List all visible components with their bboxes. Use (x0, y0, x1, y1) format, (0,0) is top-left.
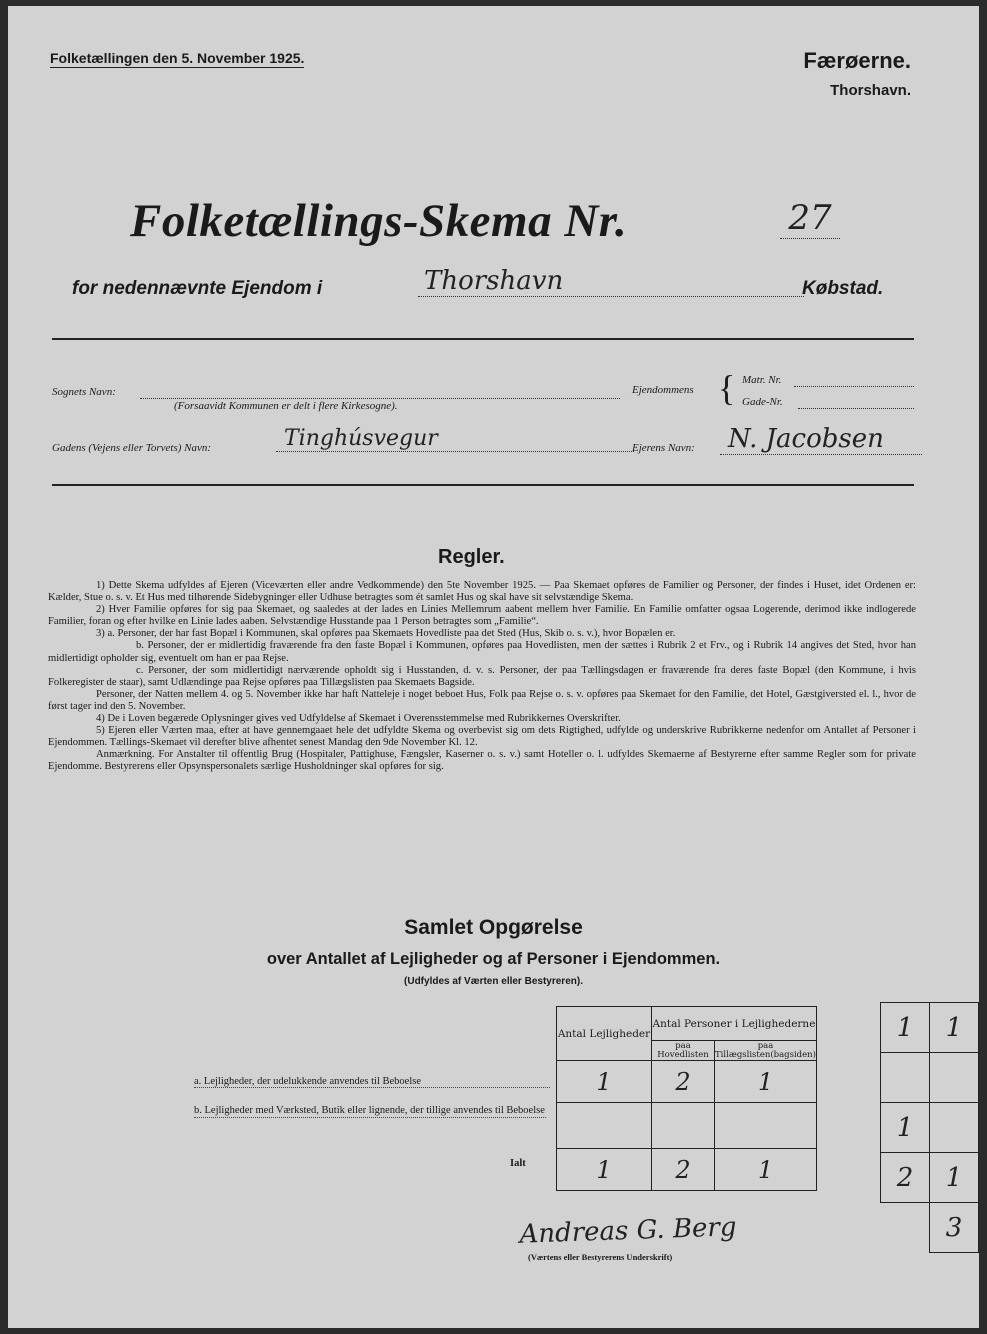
side-cell: 1 (930, 1003, 979, 1053)
summary-row-a (557, 1061, 817, 1103)
side-cell (881, 1203, 930, 1253)
row-a-hovedlisten: 2 (652, 1061, 715, 1103)
property-place-handwritten: Thorshavn (418, 266, 804, 297)
rule-3c: c. Personer, der som midlertidigt nærværende opholdt sig i Husstanden, d. v. s. Personer, der paa Tællingsdagen er fraværende fra deres faste Bopæl (den Kommune, i hvis Folkeregister de staar), samt Udlændinge paa Rejse opføres paa Tillægslisten paa Skemaets Bagside. (48, 664, 916, 688)
summary-note: (Udfyldes af Værten eller Bestyreren). (404, 976, 583, 987)
census-form-page (8, 6, 979, 1328)
summary-title: Samlet Opgørelse (404, 916, 583, 939)
side-cell (930, 1053, 979, 1103)
ejendom-brace: { (718, 368, 736, 408)
ejer-handwritten: N. Jacobsen (720, 424, 922, 455)
row-b-tillaegslisten (715, 1103, 817, 1149)
property-suffix: Købstad. (802, 278, 884, 299)
row-a-tillaegslisten: 1 (715, 1061, 817, 1103)
total-lejligheder: 1 (557, 1149, 652, 1191)
summary-table (556, 1006, 817, 1191)
total-hovedlisten: 2 (652, 1149, 715, 1191)
side-tally-grid (880, 1002, 979, 1253)
city-name: Thorshavn. (830, 82, 911, 99)
rule-1: 1) Dette Skema udfyldes af Ejeren (Viceværten eller andre Vedkommende) den 5te November 1925. — Paa Skemaet opføres de Familier og Personer, der findes i Huset, idet Ordenen er: Kælder, Stue o. s. v. Et Hus med tilhørende Sidebygninger eller Udhuse betragtes som ét samlet Hus og skal have sit selvstændige Skema. (48, 580, 916, 604)
rule-3a: 3) a. Personer, der har fast Bopæl i Kommunen, skal opføres paa Skemaets Hovedliste paa det Sted (Hus, Skib o. s. v.), hvor Bopælen er. (96, 628, 676, 640)
side-cell: 1 (930, 1153, 979, 1203)
ejer-label: Ejerens Navn: (632, 442, 695, 454)
divider-mid (52, 484, 914, 486)
matr-label: Matr. Nr. (742, 374, 782, 386)
rule-anmaerkning: Anmærkning. For Anstalter til offentlig Brug (Hospitaler, Pattighuse, Fængsler, Kaserner o. s. v.) samt Hoteller o. l. udfyldes Skemaerne af Bestyrerne efter samme Regler som for private Ejendomme. Bestyrerens eller Opsynspersonalets særlige Husholdninger skal opføres for sig. (48, 749, 916, 773)
gade-nr-label: Gade-Nr. (742, 396, 783, 408)
rule-5: 5) Ejeren eller Værten maa, efter at have gennemgaaet hele det udfyldte Skema og overbevist sig om dets Rigtighed, udfylde og underskrive Rubrikkerne nedenfor om Antallet af Personer i Ejendommen. Tællings-Skemaet vil derefter blive afhentet senest Mandag den 9de November Kl. 12. (48, 725, 916, 749)
sogn-note: (Forsaavidt Kommunen er delt i flere Kirkesogne). (174, 400, 398, 412)
gade-navn-handwritten: Tinghúsvegur (276, 426, 634, 452)
row-b-hovedlisten (652, 1103, 715, 1149)
summary-subtitle: over Antallet af Lejligheder og af Personer i Ejendommen. (266, 950, 721, 968)
row-a-lejligheder: 1 (557, 1061, 652, 1103)
row-b-lejligheder (557, 1103, 652, 1149)
gade-nr-line (798, 408, 914, 409)
rule-2: 2) Hver Familie opføres for sig paa Skemaet, og saaledes at der lades en Linies Mellemrum aabent mellem hver Familie. En Familie omfatter ogsaa Logerende, derimod ikke indlogerede Familier, foran og efter hvilke en Linie lades aaben. Selvstændige Husstande paa 1 Person betragtes som „Familie“. (48, 604, 916, 628)
summary-row-b (557, 1103, 817, 1149)
total-tillaegslisten: 1 (715, 1149, 817, 1191)
sogn-line (140, 398, 620, 399)
rule-3b: b. Personer, der er midlertidig fraværende fra den faste Bopæl i Kommunen, opføres paa Hovedlisten, men der sættes i Rubrik 2 et Frv., og i Rubrik 14 angives det Sted, hvor han midlertidigt opholder sig, eventuelt om han er paa Rejse. (48, 640, 916, 664)
row-a-label: a. Lejligheder, der udelukkende anvendes til Beboelse (194, 1076, 550, 1088)
row-b-label: b. Lejligheder med Værksted, Butik eller lignende, der tillige anvendes til Beboelse (194, 1105, 545, 1116)
rules-heading: Regler. (438, 546, 505, 568)
sogn-label: Sognets Navn: (52, 386, 116, 398)
side-cell: 1 (881, 1003, 930, 1053)
side-cell: 1 (881, 1103, 930, 1153)
side-cell (930, 1103, 979, 1153)
rule-4: 4) De i Loven begærede Oplysninger gives ved Udfyldelse af Skemaet i Overensstemmelse med Rubrikkernes Overskrifter. (96, 713, 621, 725)
side-cell (881, 1053, 930, 1103)
col-antal-lejligheder: Antal Lejligheder (557, 1007, 652, 1061)
signature-handwritten: Andreas G. Berg (519, 1212, 737, 1250)
matr-line (794, 386, 914, 387)
form-title: Folketællings-Skema Nr. (130, 195, 628, 247)
summary-row-total (557, 1149, 817, 1191)
census-date-line: Folketællingen den 5. November 1925. (50, 50, 305, 66)
side-cell: 2 (881, 1153, 930, 1203)
side-cell: 3 (930, 1203, 979, 1253)
region-name: Færøerne. (803, 48, 911, 73)
property-prefix: for nedennævnte Ejendom i (72, 278, 323, 299)
rules-body (48, 580, 916, 774)
col-tillaegslisten: paa Tillægslisten(bagsiden) (715, 1040, 816, 1060)
ejendom-label: Ejendommens (632, 384, 694, 396)
col-antal-personer: Antal Personer i Lejlighederne (652, 1007, 817, 1041)
gade-navn-label: Gadens (Vejens eller Torvets) Navn: (52, 442, 212, 454)
col-hovedlisten: paa Hovedlisten (652, 1041, 715, 1061)
form-number-handwritten: 27 (780, 198, 840, 239)
divider-top (52, 338, 914, 340)
signature-caption: (Værtens eller Bestyrerens Underskrift) (528, 1252, 673, 1262)
row-total-label: Ialt (510, 1158, 526, 1169)
rule-3d: Personer, der Natten mellem 4. og 5. November ikke har haft Natteleje i noget beboet Hus, Folk paa Rejse o. s. v. opføres paa Skemaet for den Familie, det Hotel, Gæstgiversted el. l., hvor de først tager ind den 5. November. (48, 688, 916, 712)
